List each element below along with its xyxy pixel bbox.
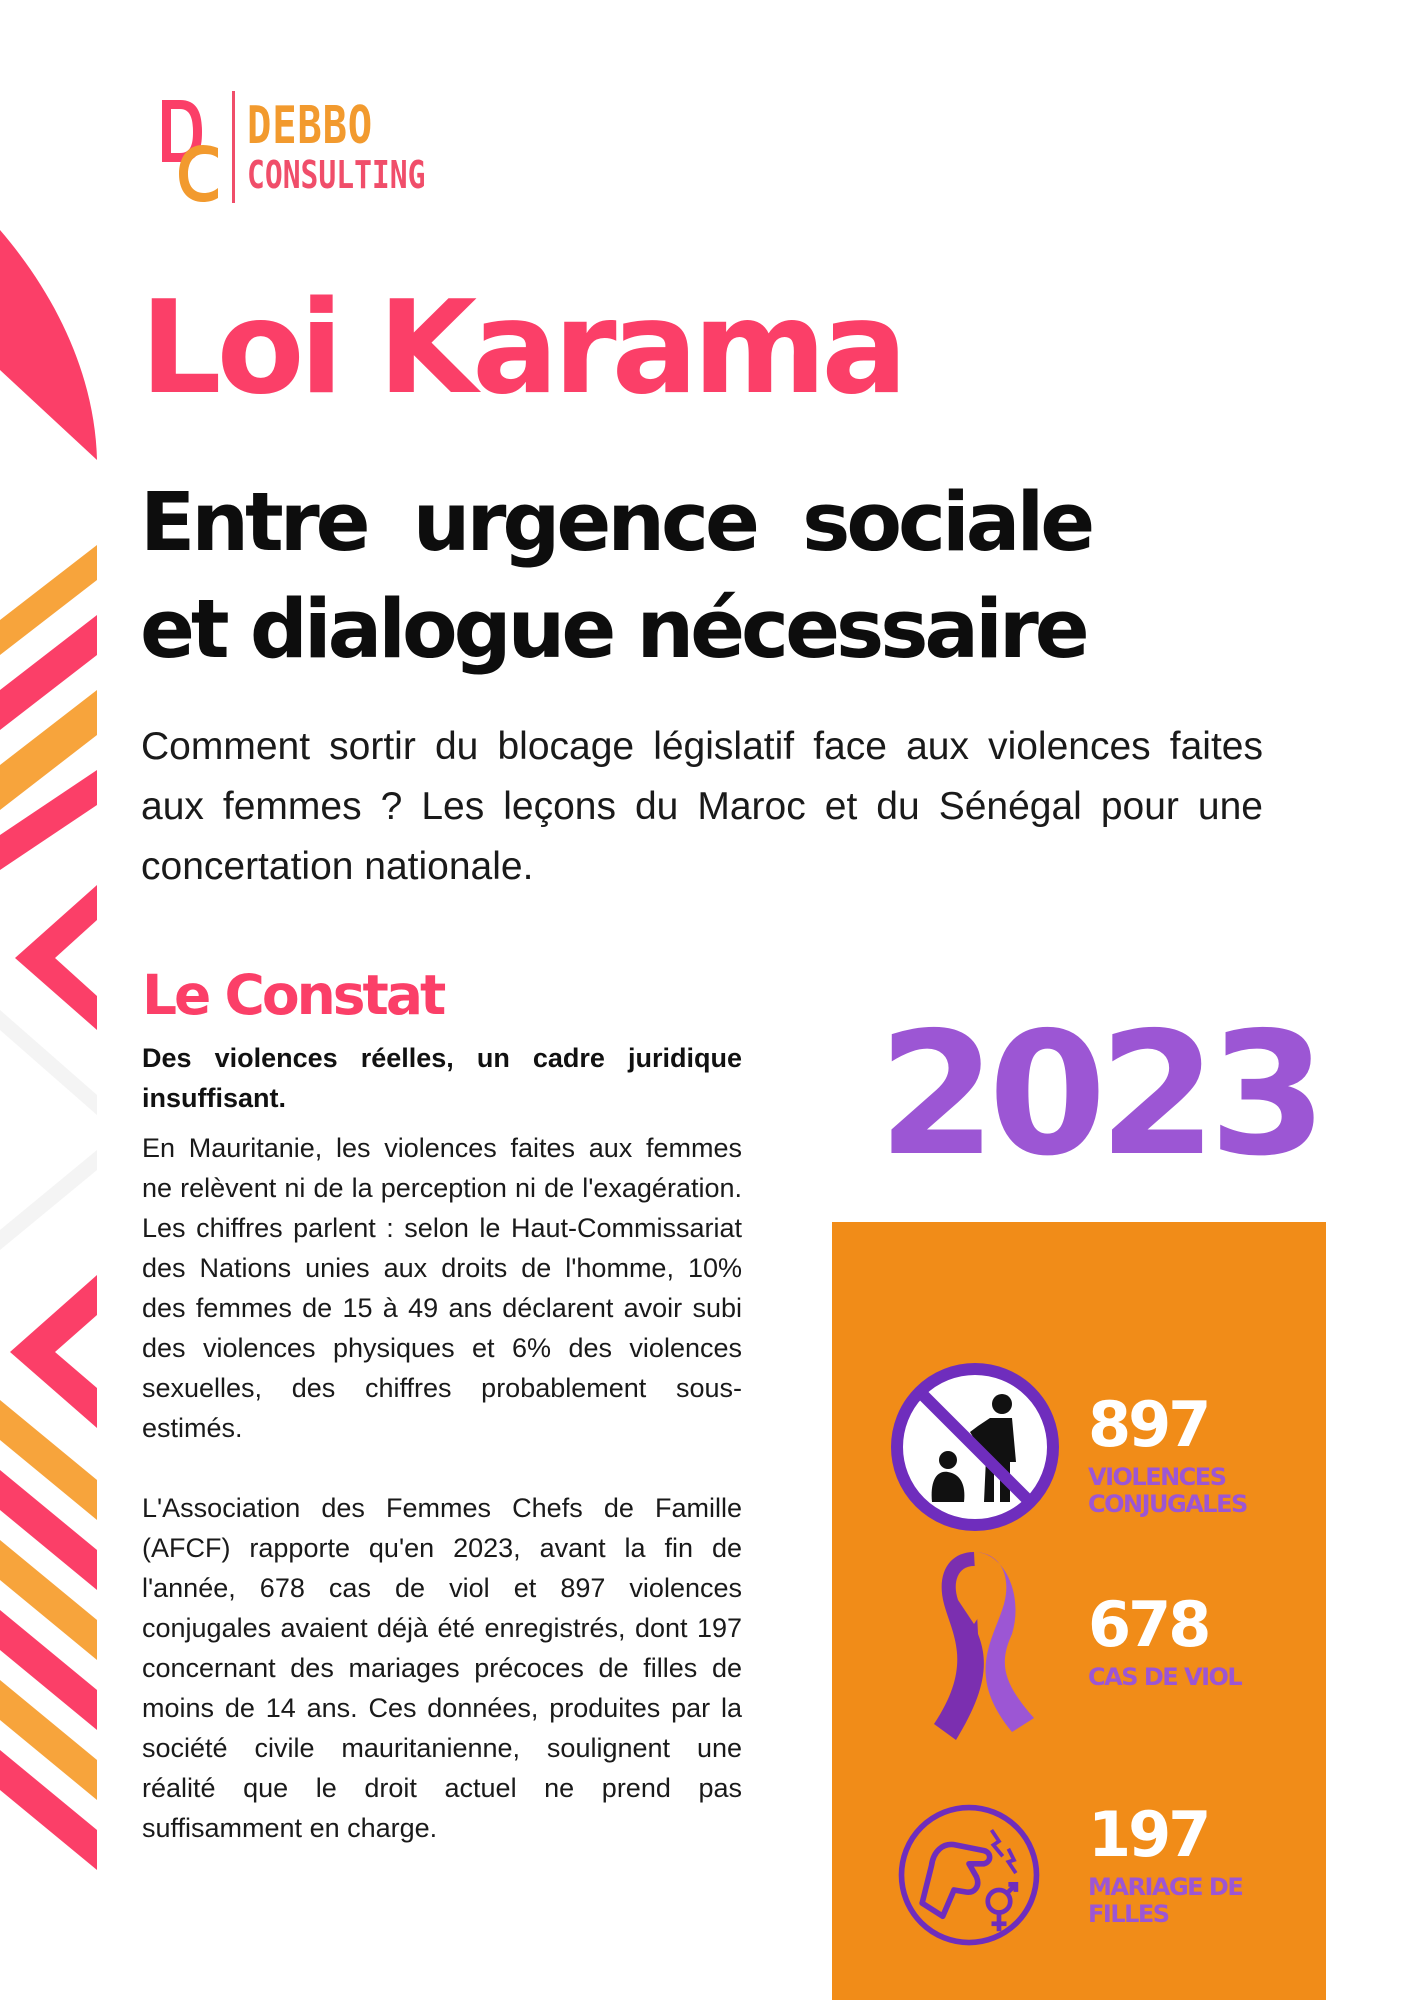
dc-monogram-logo (158, 92, 222, 202)
subtitle-line2: et dialogue nécessaire (140, 583, 1086, 677)
body-paragraph: En Mauritanie, les violences faites aux femmes ne relèvent ni de la perception ni de l'exagération. Les chiffres parlent : selon le Haut-Commissariat des Nations unies aux droits de l'homme, 10% des femmes de 15 à 49 ans déclarent avoir subi des violences physiques et 6% des violences sexuelles, des chiffres probablement sous-estimés. (142, 1133, 742, 1443)
brand-name (247, 96, 476, 197)
decorative-left-shapes (0, 0, 110, 2000)
brand-logo (158, 88, 476, 206)
subtitle-line1: Entre urgence sociale (140, 476, 1092, 570)
section-body (142, 1128, 742, 1848)
fist-gender-icon (894, 1800, 1044, 1950)
brand-name-line1: DEBBO (247, 96, 374, 156)
no-domestic-violence-icon (890, 1362, 1060, 1532)
page-title: Loi Karama (140, 274, 903, 423)
logo-divider (232, 91, 235, 203)
section-subtitle: Des violences réelles, un cadre juridique insuffisant. (142, 1043, 742, 1113)
brand-name-line2: CONSULTING (247, 153, 426, 197)
section-title: Le Constat (142, 963, 444, 1027)
stat-label: VIOLENCES CONJUGALES (1088, 1463, 1247, 1518)
stat-label: MARIAGE DE FILLES (1088, 1873, 1243, 1928)
page-subtitle (140, 470, 1265, 684)
stat-label: CAS DE VIOL (1088, 1663, 1242, 1691)
stat-number: 897 (1088, 1388, 1209, 1461)
stat-item (832, 1362, 1326, 1562)
stat-item (832, 1544, 1326, 1764)
lead-paragraph: Comment sortir du blocage législatif face aux violences faites aux femmes ? Les leçons du Maroc et du Sénégal pour une concertation nationale. (141, 725, 1263, 888)
stats-panel (832, 1222, 1326, 2000)
stat-item (832, 1792, 1326, 1972)
stat-number: 678 (1088, 1588, 1209, 1661)
awareness-ribbon-icon (894, 1544, 1054, 1744)
year-highlight: 2023 (878, 996, 1320, 1194)
stat-number: 197 (1088, 1798, 1209, 1871)
body-paragraph: L'Association des Femmes Chefs de Famille (AFCF) rapporte qu'en 2023, avant la fin de l'année, 678 cas de viol et 897 violences conjugales avaient déjà été enregistrés, dont 197 concernant des mariages précoces de filles de moins de 14 ans. Ces données, produites par la société civile mauritanienne, soulignent une réalité que le droit actuel ne prend pas suffisamment en charge. (142, 1493, 742, 1843)
